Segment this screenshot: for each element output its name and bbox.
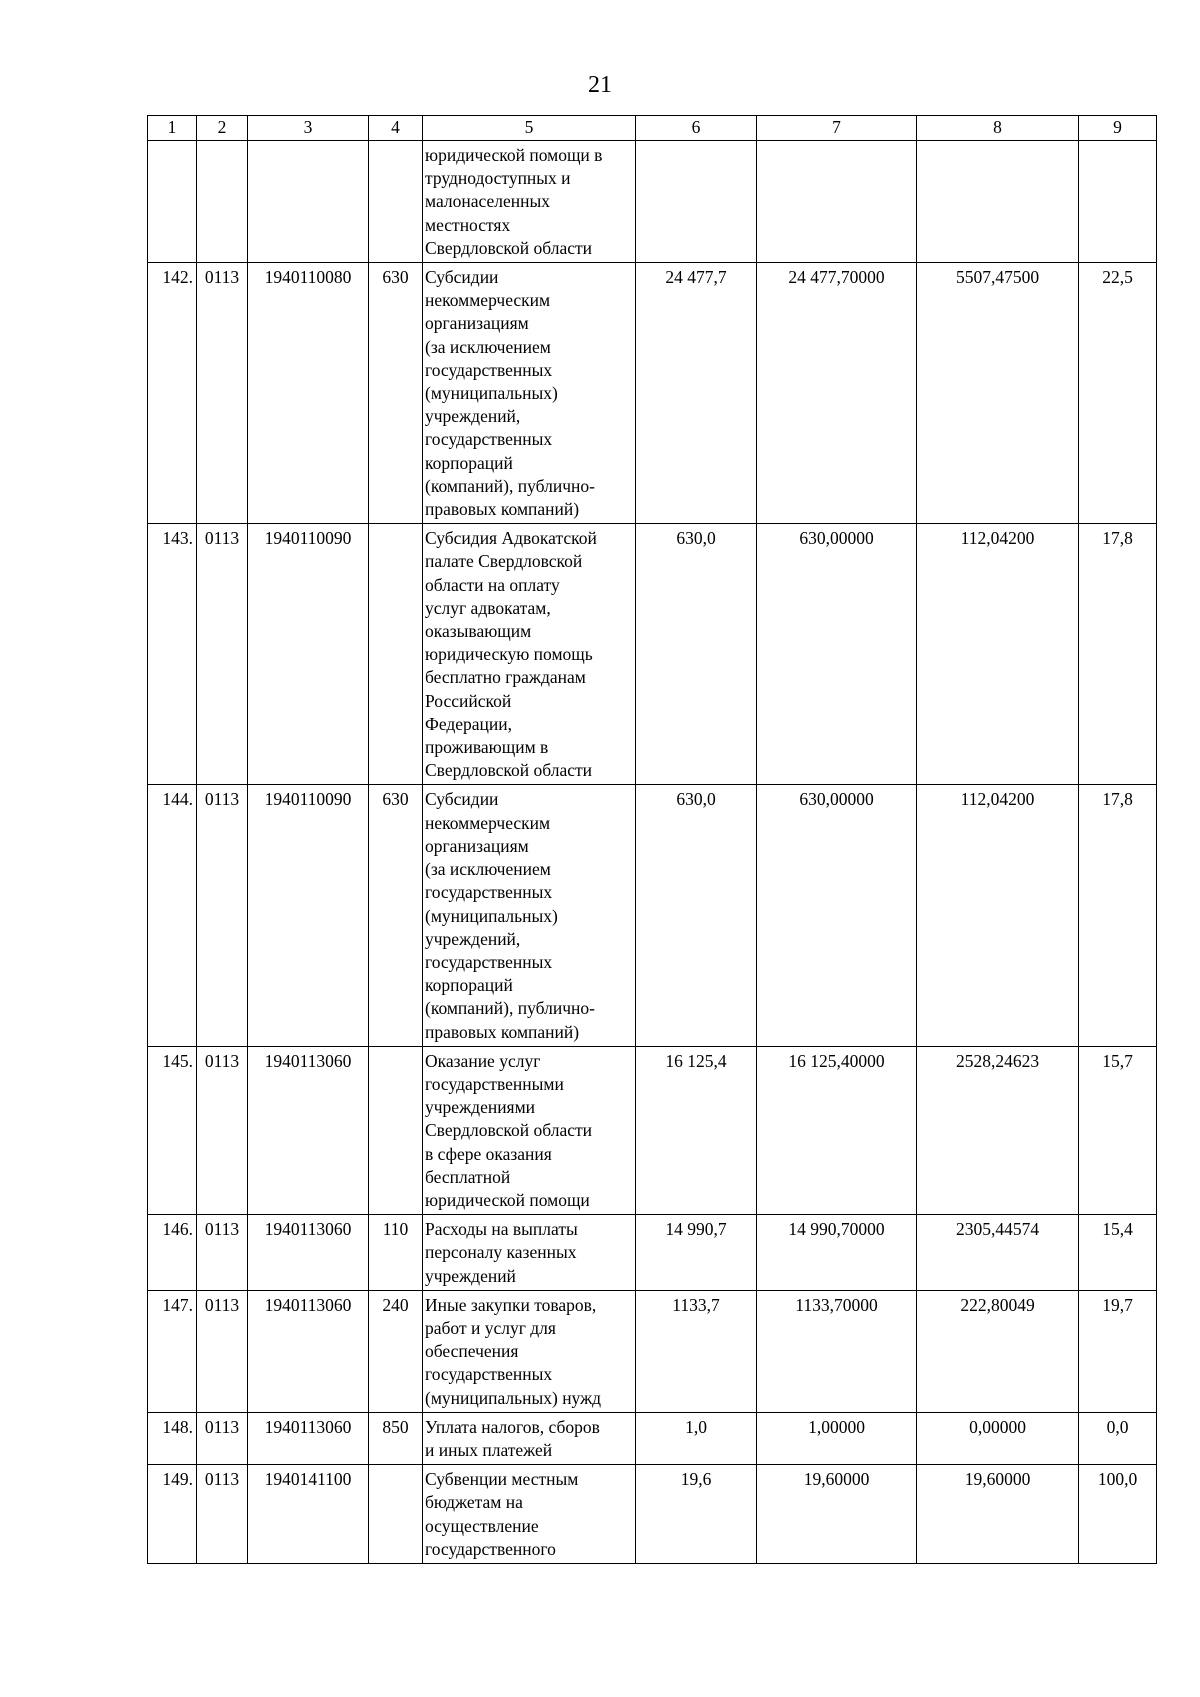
expense-type-code-cell bbox=[369, 1465, 423, 1564]
expense-type-code-cell: 110 bbox=[369, 1215, 423, 1291]
description-cell bbox=[423, 785, 636, 1046]
target-article-code-cell: 1940113060 bbox=[248, 1412, 369, 1464]
table-row bbox=[148, 785, 1157, 1046]
value-col-7-cell: 19,60000 bbox=[757, 1465, 917, 1564]
value-col-7-cell: 1,00000 bbox=[757, 1412, 917, 1464]
value-col-6-cell bbox=[636, 141, 757, 263]
page-number: 21 bbox=[588, 72, 612, 98]
description-line: Расходы на выплаты bbox=[425, 1219, 578, 1240]
value-col-8-cell: 222,80049 bbox=[917, 1290, 1079, 1412]
description-line: юридической помощи bbox=[425, 1189, 590, 1210]
description-line: государственных bbox=[425, 429, 553, 450]
description-line: (компаний), публично- bbox=[425, 475, 595, 496]
description-line: государственных bbox=[425, 1364, 553, 1385]
target-article-code-cell: 1940113060 bbox=[248, 1290, 369, 1412]
section-code-cell: 0113 bbox=[197, 785, 248, 1046]
table-row bbox=[148, 1465, 1157, 1564]
description-line: Субсидии bbox=[425, 267, 499, 288]
target-article-code-cell: 1940110090 bbox=[248, 785, 369, 1046]
description-line: обеспечения bbox=[425, 1341, 519, 1362]
description-line: государственных bbox=[425, 359, 553, 380]
value-col-7-cell: 16 125,40000 bbox=[757, 1046, 917, 1214]
column-header: 7 bbox=[757, 116, 917, 141]
description-line: Свердловской области bbox=[425, 760, 593, 781]
section-code-cell: 0113 bbox=[197, 1046, 248, 1214]
description-line: бесплатной bbox=[425, 1166, 511, 1187]
description-line: правовых компаний) bbox=[425, 1021, 580, 1042]
description-line: проживающим в bbox=[425, 737, 549, 758]
value-col-6-cell: 19,6 bbox=[636, 1465, 757, 1564]
section-code-cell: 0113 bbox=[197, 524, 248, 785]
expense-type-code-cell bbox=[369, 524, 423, 785]
description-cell bbox=[423, 263, 636, 524]
description-line: государственного bbox=[425, 1538, 556, 1559]
section-code-cell: 0113 bbox=[197, 263, 248, 524]
description-line: государственных bbox=[425, 951, 553, 972]
value-col-9-cell: 100,0 bbox=[1079, 1465, 1157, 1564]
row-number-cell: 143. bbox=[148, 524, 197, 785]
description-cell bbox=[423, 1290, 636, 1412]
table-row bbox=[148, 1046, 1157, 1214]
row-number-cell: 145. bbox=[148, 1046, 197, 1214]
description-line: государственными bbox=[425, 1073, 564, 1094]
target-article-code-cell: 1940113060 bbox=[248, 1215, 369, 1291]
description-line: малонаселенных bbox=[425, 191, 550, 212]
description-line: Оказание услуг bbox=[425, 1050, 541, 1071]
value-col-7-cell: 14 990,70000 bbox=[757, 1215, 917, 1291]
expense-type-code-cell: 850 bbox=[369, 1412, 423, 1464]
description-cell bbox=[423, 1465, 636, 1564]
table-row bbox=[148, 1412, 1157, 1464]
description-cell bbox=[423, 1046, 636, 1214]
row-number-cell: 149. bbox=[148, 1465, 197, 1564]
description-line: Свердловской области bbox=[425, 237, 593, 258]
value-col-6-cell: 1133,7 bbox=[636, 1290, 757, 1412]
value-col-8-cell: 2528,24623 bbox=[917, 1046, 1079, 1214]
row-number-cell: 144. bbox=[148, 785, 197, 1046]
value-col-8-cell: 5507,47500 bbox=[917, 263, 1079, 524]
description-cell bbox=[423, 1412, 636, 1464]
description-line: учреждениями bbox=[425, 1097, 536, 1118]
description-line: (муниципальных) нужд bbox=[425, 1387, 602, 1408]
table-row bbox=[148, 1290, 1157, 1412]
expense-type-code-cell: 630 bbox=[369, 785, 423, 1046]
target-article-code-cell: 1940110090 bbox=[248, 524, 369, 785]
expense-type-code-cell: 240 bbox=[369, 1290, 423, 1412]
value-col-7-cell: 24 477,70000 bbox=[757, 263, 917, 524]
description-line: организациям bbox=[425, 313, 529, 334]
table-row bbox=[148, 263, 1157, 524]
column-header: 1 bbox=[148, 116, 197, 141]
description-line: (за исключением bbox=[425, 336, 551, 357]
description-line: Свердловской области bbox=[425, 1120, 593, 1141]
target-article-code-cell: 1940110080 bbox=[248, 263, 369, 524]
value-col-6-cell: 24 477,7 bbox=[636, 263, 757, 524]
description-line: Российской bbox=[425, 690, 512, 711]
description-line: осуществление bbox=[425, 1515, 539, 1536]
value-col-9-cell: 15,4 bbox=[1079, 1215, 1157, 1291]
description-line: учреждений, bbox=[425, 928, 521, 949]
description-line: корпораций bbox=[425, 975, 513, 996]
value-col-6-cell: 630,0 bbox=[636, 524, 757, 785]
value-col-8-cell: 112,04200 bbox=[917, 524, 1079, 785]
value-col-7-cell: 630,00000 bbox=[757, 524, 917, 785]
value-col-9-cell: 17,8 bbox=[1079, 524, 1157, 785]
row-number-cell: 147. bbox=[148, 1290, 197, 1412]
value-col-8-cell: 112,04200 bbox=[917, 785, 1079, 1046]
expense-type-code-cell: 630 bbox=[369, 263, 423, 524]
description-line: и иных платежей bbox=[425, 1439, 553, 1460]
value-col-9-cell: 15,7 bbox=[1079, 1046, 1157, 1214]
description-line: Федерации, bbox=[425, 713, 513, 734]
section-code-cell bbox=[197, 141, 248, 263]
description-line: корпораций bbox=[425, 452, 513, 473]
value-col-6-cell: 16 125,4 bbox=[636, 1046, 757, 1214]
value-col-6-cell: 1,0 bbox=[636, 1412, 757, 1464]
value-col-6-cell: 630,0 bbox=[636, 785, 757, 1046]
value-col-9-cell: 17,8 bbox=[1079, 785, 1157, 1046]
description-line: Уплата налогов, сборов bbox=[425, 1416, 600, 1437]
column-header: 4 bbox=[369, 116, 423, 141]
description-line: правовых компаний) bbox=[425, 499, 580, 520]
description-line: в сфере оказания bbox=[425, 1143, 552, 1164]
description-line: (за исключением bbox=[425, 859, 551, 880]
value-col-9-cell bbox=[1079, 141, 1157, 263]
target-article-code-cell: 1940141100 bbox=[248, 1465, 369, 1564]
description-line: труднодоступных и bbox=[425, 168, 571, 189]
description-line: палате Свердловской bbox=[425, 551, 583, 572]
value-col-8-cell: 2305,44574 bbox=[917, 1215, 1079, 1291]
description-cell bbox=[423, 524, 636, 785]
value-col-7-cell bbox=[757, 141, 917, 263]
column-header: 3 bbox=[248, 116, 369, 141]
section-code-cell: 0113 bbox=[197, 1215, 248, 1291]
description-line: области на оплату bbox=[425, 574, 560, 595]
description-line: (компаний), публично- bbox=[425, 998, 595, 1019]
value-col-8-cell: 0,00000 bbox=[917, 1412, 1079, 1464]
section-code-cell: 0113 bbox=[197, 1465, 248, 1564]
target-article-code-cell bbox=[248, 141, 369, 263]
section-code-cell: 0113 bbox=[197, 1290, 248, 1412]
table-row bbox=[148, 141, 1157, 263]
value-col-9-cell: 19,7 bbox=[1079, 1290, 1157, 1412]
table-row bbox=[148, 1215, 1157, 1291]
description-line: учреждений bbox=[425, 1265, 516, 1286]
description-cell bbox=[423, 1215, 636, 1291]
description-line: Субсидия Адвокатской bbox=[425, 528, 597, 549]
table-row bbox=[148, 524, 1157, 785]
description-line: услуг адвокатам, bbox=[425, 597, 551, 618]
column-header: 6 bbox=[636, 116, 757, 141]
value-col-6-cell: 14 990,7 bbox=[636, 1215, 757, 1291]
column-header: 5 bbox=[423, 116, 636, 141]
description-cell bbox=[423, 141, 636, 263]
description-line: Субсидии bbox=[425, 789, 499, 810]
value-col-8-cell bbox=[917, 141, 1079, 263]
value-col-7-cell: 1133,70000 bbox=[757, 1290, 917, 1412]
table-header-row bbox=[148, 116, 1157, 141]
description-line: бесплатно гражданам bbox=[425, 667, 586, 688]
column-header: 8 bbox=[917, 116, 1079, 141]
description-line: юридической помощи в bbox=[425, 145, 603, 165]
row-number-cell: 146. bbox=[148, 1215, 197, 1291]
description-line: Иные закупки товаров, bbox=[425, 1294, 597, 1315]
column-header: 2 bbox=[197, 116, 248, 141]
description-line: некоммерческим bbox=[425, 812, 551, 833]
value-col-8-cell: 19,60000 bbox=[917, 1465, 1079, 1564]
row-number-cell bbox=[148, 141, 197, 263]
description-line: Субвенции местным bbox=[425, 1469, 579, 1490]
description-line: персоналу казенных bbox=[425, 1242, 577, 1263]
row-number-cell: 148. bbox=[148, 1412, 197, 1464]
description-line: местностях bbox=[425, 214, 511, 235]
section-code-cell: 0113 bbox=[197, 1412, 248, 1464]
value-col-9-cell: 0,0 bbox=[1079, 1412, 1157, 1464]
expense-type-code-cell bbox=[369, 1046, 423, 1214]
description-line: государственных bbox=[425, 882, 553, 903]
expense-type-code-cell bbox=[369, 141, 423, 263]
value-col-9-cell: 22,5 bbox=[1079, 263, 1157, 524]
budget-table bbox=[147, 115, 1157, 1564]
description-line: организациям bbox=[425, 835, 529, 856]
description-line: (муниципальных) bbox=[425, 905, 558, 926]
description-line: учреждений, bbox=[425, 406, 521, 427]
target-article-code-cell: 1940113060 bbox=[248, 1046, 369, 1214]
description-line: работ и услуг для bbox=[425, 1317, 556, 1338]
value-col-7-cell: 630,00000 bbox=[757, 785, 917, 1046]
description-line: некоммерческим bbox=[425, 290, 551, 311]
row-number-cell: 142. bbox=[148, 263, 197, 524]
description-line: бюджетам на bbox=[425, 1492, 523, 1513]
description-line: оказывающим bbox=[425, 621, 532, 642]
description-line: (муниципальных) bbox=[425, 383, 558, 404]
column-header: 9 bbox=[1079, 116, 1157, 141]
description-line: юридическую помощь bbox=[425, 644, 593, 665]
